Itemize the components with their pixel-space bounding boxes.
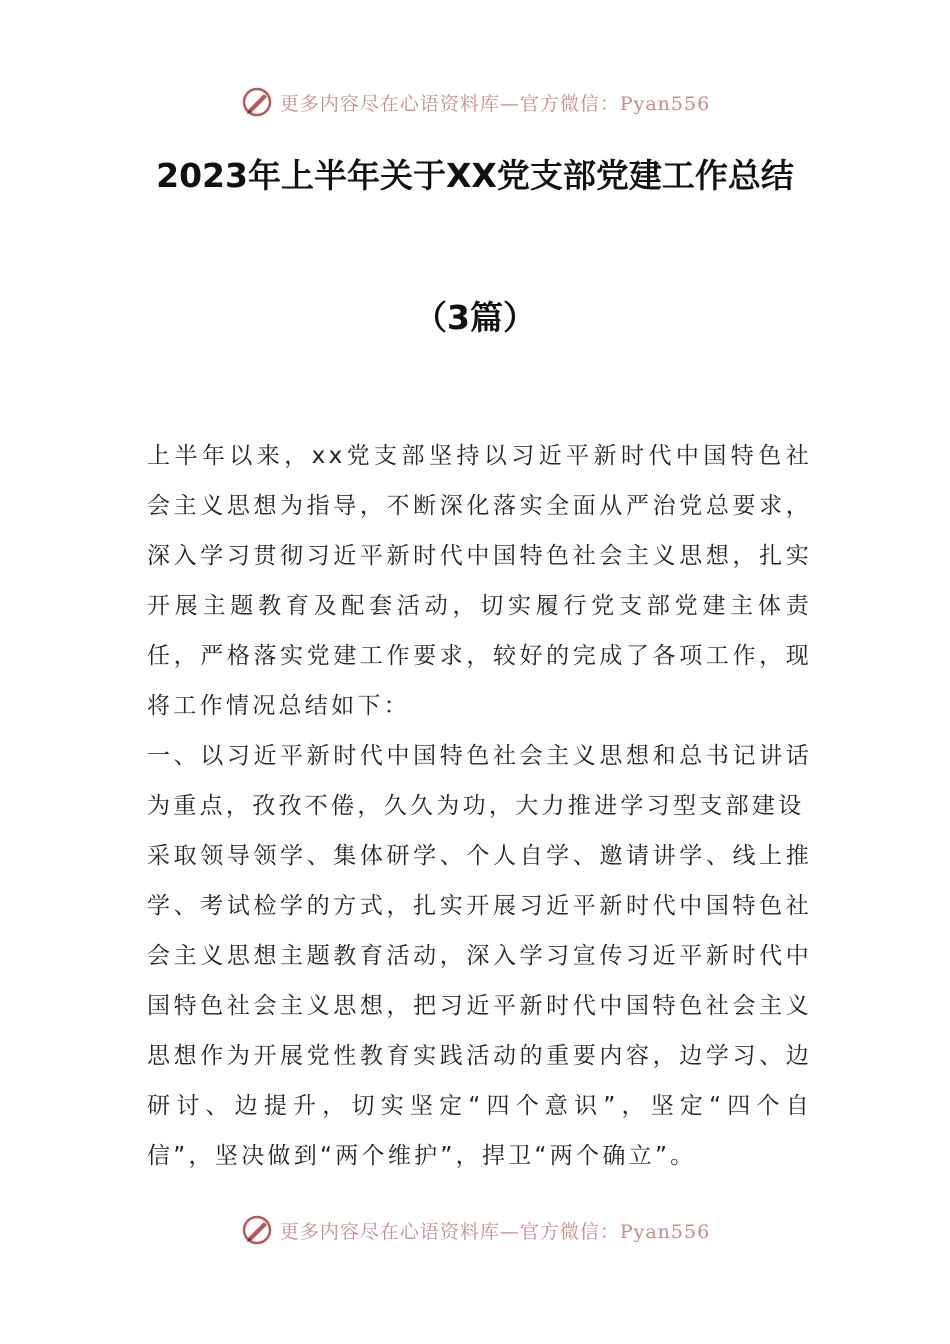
document-body [147, 431, 812, 1181]
paragraph-intro: 上半年以来，xx党支部坚持以习近平新时代中国特色社会主义思想为指导，不断深化落实全面从严治党总要求，深入学习贯彻习近平新时代中国特色社会主义思想，扎实开展主题教育及配套活动，切实履行党支部党建主体责任，严格落实党建工作要求，较好的完成了各项工作，现将工作情况总结如下： [147, 443, 812, 719]
paragraph-section-heading: 一、以习近平新时代中国特色社会主义思想和总书记讲话为重点，孜孜不倦，久久为功，大力推进学习型支部建设 [147, 743, 812, 819]
document-title: 2023年上半年关于XX党支部党建工作总结 [156, 156, 794, 195]
pen-circle-logo-icon [240, 85, 274, 119]
pen-circle-logo-icon [240, 1213, 274, 1247]
watermark-text: 更多内容尽在心语资料库—官方微信：Pyan556 [279, 92, 711, 115]
watermark-banner-bottom [0, 1210, 950, 1250]
watermark-text: 更多内容尽在心语资料库—官方微信：Pyan556 [279, 1220, 711, 1243]
paragraph-section-body: 采取领导领学、集体研学、个人自学、邀请讲学、线上推学、考试检学的方式，扎实开展习近平新时代中国特色社会主义思想主题教育活动，深入学习宣传习近平新时代中国特色社会主义思想，把习近平新时代中国特色社会主义思想作为开展党性教育实践活动的重要内容，边学习、边研讨、边提升，切实坚定“四个意识”，坚定“四个自信”，坚决做到“两个维护”，捍卫“两个确立”。 [147, 843, 812, 1169]
document-subtitle: （3篇） [414, 298, 536, 337]
watermark-banner-top [0, 82, 950, 122]
